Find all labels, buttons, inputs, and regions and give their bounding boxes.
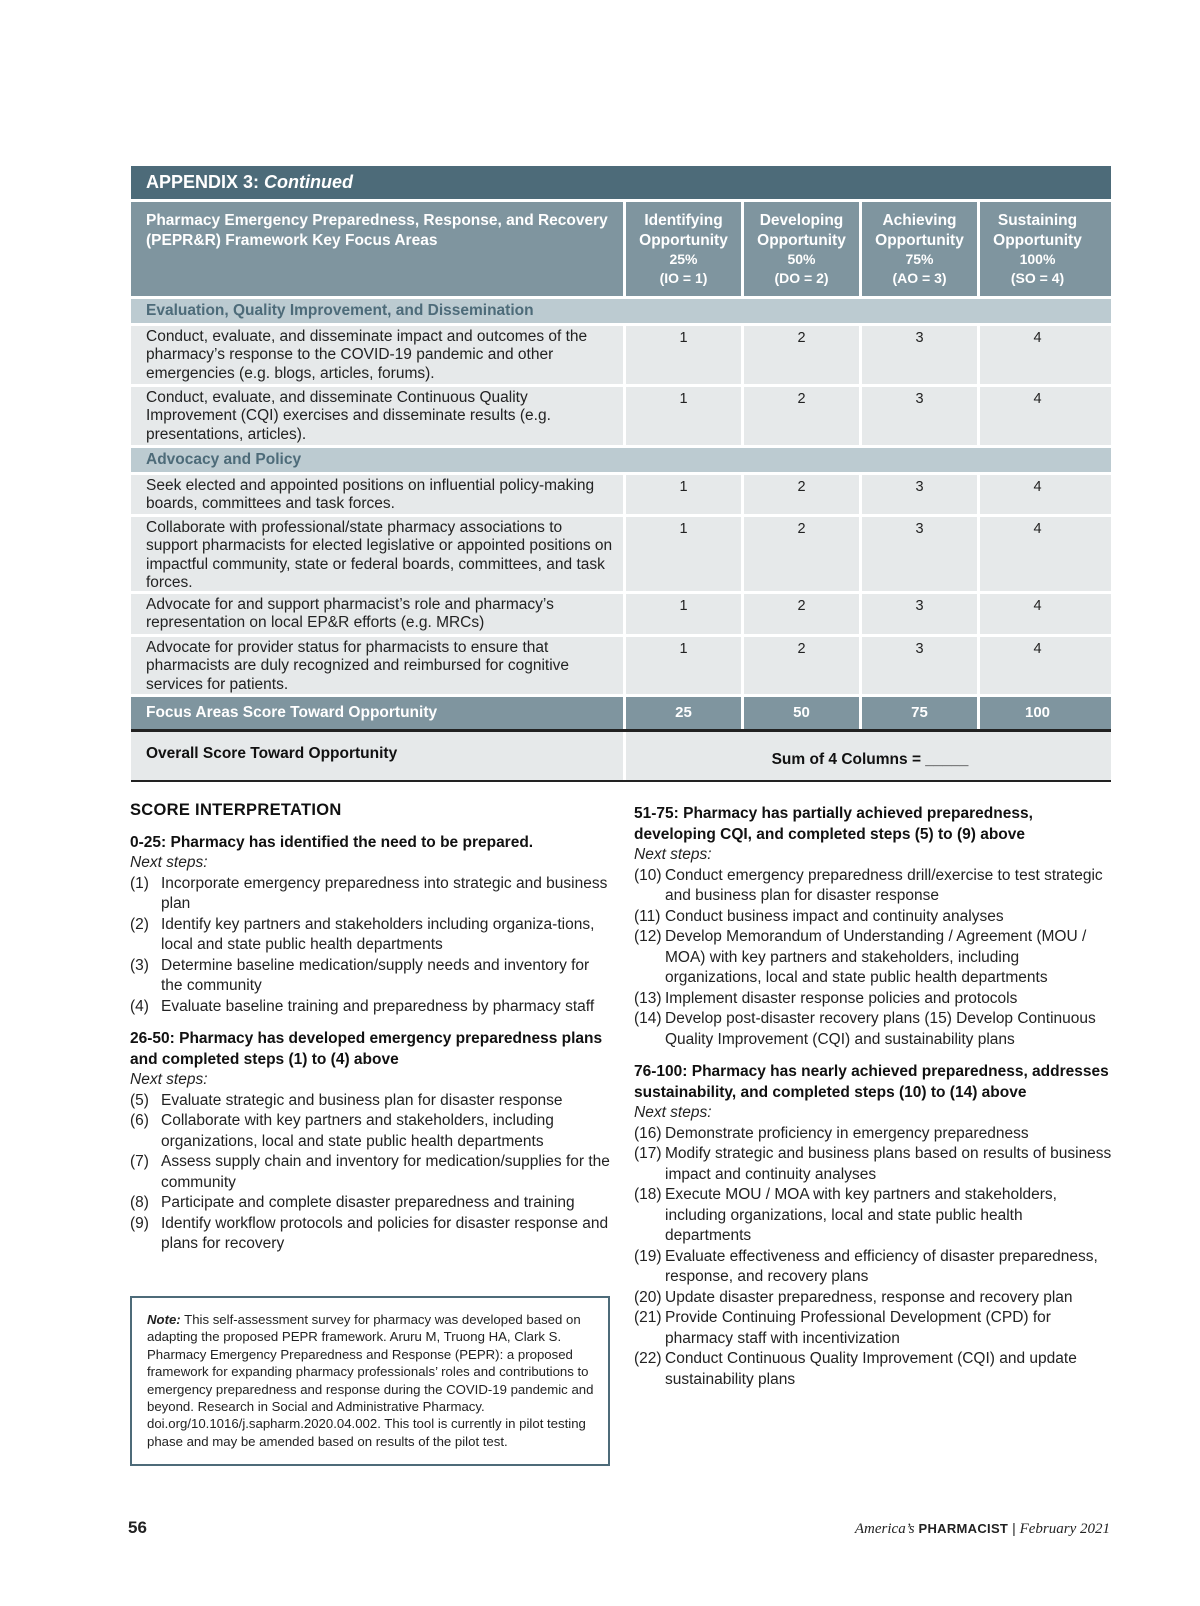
step-number: (17) — [634, 1145, 662, 1162]
list-item — [130, 956, 610, 997]
col-do-line1: Developing — [759, 212, 844, 229]
step-text: Demonstrate proficiency in emergency preparedness — [665, 1124, 1029, 1142]
list-item — [634, 1144, 1112, 1185]
row-text: Conduct, evaluate, and disseminate Continuous Quality Improvement (CQI) exercises and disseminate results (e.g. presentations, articles). — [146, 389, 551, 443]
score-cell: 2 — [741, 517, 859, 591]
score-cell: 3 — [859, 594, 977, 634]
row-text: Conduct, evaluate, and disseminate impact and outcomes of the pharmacy’s response to the COVID-19 pandemic and other emergencies (e.g. blogs, articles, forums). — [146, 328, 588, 382]
score-cell: 4 — [977, 517, 1095, 591]
col-io-code: (IO = 1) — [659, 270, 708, 286]
col-ao-code: (AO = 3) — [892, 270, 947, 286]
score-cell: 2 — [741, 594, 859, 634]
step-text: Assess supply chain and inventory for medication/supplies for the community — [161, 1153, 610, 1191]
list-item — [634, 1009, 1112, 1050]
score-cell: 1 — [623, 387, 741, 445]
column-header-ao — [859, 202, 977, 296]
step-text: Identify key partners and stakeholders including organiza-tions, local and state public health departments — [161, 915, 595, 953]
score-cell: 2 — [741, 637, 859, 694]
overall-label: Overall Score Toward Opportunity — [146, 745, 398, 762]
step-number: (10) — [634, 866, 662, 884]
list-item — [130, 915, 610, 956]
score-cell: 2 — [741, 475, 859, 514]
list-item — [634, 1308, 1112, 1349]
step-text: Evaluate strategic and business plan for disaster response — [161, 1091, 563, 1109]
step-number: (20) — [634, 1288, 662, 1306]
step-text: Develop post-disaster recovery plans (15) Develop Continuous Quality Improvement (CQI) and sustainability plans — [665, 1010, 1096, 1048]
appendix-continued: Continued — [264, 172, 354, 192]
col-so-line2: Opportunity — [993, 231, 1082, 249]
list-item — [130, 1214, 610, 1255]
list-item — [634, 989, 1112, 1010]
step-text: Implement disaster response policies and protocols — [665, 989, 1018, 1007]
total-value: 50 — [741, 697, 859, 729]
step-text: Conduct business impact and continuity analyses — [665, 907, 1004, 925]
section-title: Advocacy and Policy — [146, 451, 302, 468]
score-left-column — [130, 800, 610, 1255]
list-item — [634, 1288, 1112, 1309]
step-text: Evaluate baseline training and preparedness by pharmacy staff — [161, 997, 595, 1015]
step-text: Identify workflow protocols and policies for disaster response and plans for recovery — [161, 1214, 609, 1252]
score-cell: 3 — [859, 387, 977, 445]
col-io-line1: Identifying — [644, 212, 723, 229]
tier-heading: 51-75: Pharmacy has partially achieved preparedness, developing CQI, and completed steps (5) to (9) above — [634, 805, 1033, 843]
col-so-pct: 100% — [1019, 251, 1056, 267]
note-label: Note: — [147, 1312, 181, 1327]
total-value: 100 — [977, 697, 1095, 729]
appendix-banner — [131, 166, 1111, 199]
step-number: (4) — [130, 997, 149, 1015]
step-number: (12) — [634, 928, 662, 945]
col-so-code: (SO = 4) — [1010, 270, 1065, 286]
step-number: (21) — [634, 1309, 662, 1326]
table-row — [131, 591, 1111, 634]
score-right-column — [634, 804, 1112, 1390]
col-io-pct: 25% — [669, 251, 698, 267]
step-number: (22) — [634, 1350, 662, 1367]
step-number: (18) — [634, 1186, 662, 1203]
list-item — [634, 1247, 1112, 1288]
score-cell: 4 — [977, 387, 1095, 445]
step-text: Determine baseline medication/supply needs and inventory for the community — [161, 956, 590, 994]
col-do-pct: 50% — [787, 251, 816, 267]
score-cell: 1 — [623, 326, 741, 384]
col-io-line2: Opportunity — [639, 231, 728, 249]
step-number: (5) — [130, 1091, 149, 1109]
column-header-do — [741, 202, 859, 296]
overall-sum: Sum of 4 Columns = _____ — [623, 732, 1114, 780]
score-cell: 4 — [977, 594, 1095, 634]
step-text: Conduct Continuous Quality Improvement (CQI) and update sustainability plans — [665, 1350, 1077, 1388]
step-number: (11) — [634, 907, 661, 925]
step-number: (13) — [634, 989, 662, 1007]
table-row — [131, 634, 1111, 694]
magazine-prefix: America’s — [854, 1521, 915, 1537]
section-header — [131, 445, 1111, 472]
section-title: Evaluation, Quality Improvement, and Dissemination — [146, 302, 534, 319]
step-text: Update disaster preparedness, response and recovery plan — [665, 1288, 1073, 1306]
step-text: Incorporate emergency preparedness into strategic and business plan — [161, 874, 608, 912]
col-so-line1: Sustaining — [997, 212, 1078, 229]
step-number: (19) — [634, 1247, 662, 1265]
col-ao-line2: Opportunity — [875, 231, 964, 249]
list-item — [634, 1349, 1112, 1390]
score-cell: 4 — [977, 637, 1095, 694]
next-steps-label: Next steps: — [634, 846, 712, 863]
table-header-row — [131, 199, 1111, 296]
table-row — [131, 514, 1111, 591]
total-value: 75 — [859, 697, 977, 729]
list-item — [634, 1124, 1112, 1145]
magazine-footer — [855, 1520, 1110, 1538]
col-ao-line1: Achieving — [882, 212, 957, 229]
row-text: Advocate for and support pharmacist’s role and pharmacy’s representation on local EP&R efforts (e.g. MRCs) — [146, 596, 554, 632]
score-cell: 3 — [859, 326, 977, 384]
row-text: Collaborate with professional/state pharmacy associations to support pharmacists for elected legislative or appointed positions on impactful community, state or federal boards, committees, and task forces. — [146, 519, 613, 591]
step-number: (14) — [634, 1010, 662, 1027]
section-header — [131, 296, 1111, 323]
list-item — [130, 1111, 610, 1152]
row-text: Seek elected and appointed positions on influential policy-making boards, committees and task forces. — [146, 477, 595, 513]
score-cell: 1 — [623, 637, 741, 694]
score-cell: 1 — [623, 475, 741, 514]
next-steps-label: Next steps: — [130, 854, 208, 871]
table-row — [131, 384, 1111, 445]
totals-label: Focus Areas Score Toward Opportunity — [146, 704, 438, 721]
step-number: (7) — [130, 1153, 149, 1170]
col-do-code: (DO = 2) — [774, 270, 829, 286]
list-item — [634, 866, 1112, 907]
score-cell: 3 — [859, 475, 977, 514]
step-number: (6) — [130, 1112, 149, 1129]
step-text: Evaluate effectiveness and efficiency of disaster preparedness, response, and recovery plans — [665, 1247, 1098, 1285]
step-text: Participate and complete disaster preparedness and training — [161, 1194, 575, 1211]
note-text: This self-assessment survey for pharmacy was developed based on adapting the proposed PEPR framework. Aruru M, Truong HA, Clark S. Pharmacy Emergency Preparedness and Response (PEPR): a proposed framework for expanding pharmacy professionals’ roles and contributions to emergency preparedness and response during the COVID-19 pandemic and beyond. Research in Social and Administrative Pharmacy. doi.org/10.1016/j.sapharm.2020.04.002. This tool is currently in pilot testing phase and may be amended based on results of the pilot test. — [147, 1312, 594, 1449]
step-text: Provide Continuing Professional Development (CPD) for pharmacy staff with incentivization — [665, 1309, 1051, 1347]
step-number: (3) — [130, 956, 149, 974]
score-cell: 3 — [859, 517, 977, 591]
list-item — [130, 1193, 610, 1214]
score-cell: 1 — [623, 594, 741, 634]
score-title: SCORE INTERPRETATION — [130, 801, 342, 819]
score-cell: 2 — [741, 326, 859, 384]
score-cell: 2 — [741, 387, 859, 445]
list-item — [130, 1152, 610, 1193]
totals-row — [131, 694, 1111, 732]
page-number: 56 — [128, 1518, 147, 1537]
list-item — [634, 927, 1112, 989]
tier-heading: 26-50: Pharmacy has developed emergency preparedness plans and completed steps (1) to (4) above — [130, 1030, 603, 1068]
magazine-brand: PHARMACIST — [918, 1521, 1009, 1536]
score-cell: 4 — [977, 475, 1095, 514]
score-cell: 4 — [977, 326, 1095, 384]
step-text: Collaborate with key partners and stakeholders, including organizations, local and state public health departments — [161, 1112, 554, 1150]
column-header-io — [623, 202, 741, 296]
tier-heading: 76-100: Pharmacy has nearly achieved preparedness, addresses sustainability, and completed steps (10) to (14) above — [634, 1063, 1109, 1101]
tier-heading: 0-25: Pharmacy has identified the need to be prepared. — [130, 833, 534, 851]
next-steps-label: Next steps: — [130, 1071, 208, 1088]
next-steps-label: Next steps: — [634, 1104, 712, 1121]
list-item — [130, 1091, 610, 1112]
step-text: Develop Memorandum of Understanding / Agreement (MOU / MOA) with key partners and stakeholders, including organizations, local and state public health departments — [665, 928, 1087, 986]
step-number: (16) — [634, 1124, 662, 1142]
column-header-so — [977, 202, 1095, 296]
table-row — [131, 472, 1111, 514]
col-do-line2: Opportunity — [757, 231, 846, 249]
issue-date: February 2021 — [1019, 1521, 1110, 1537]
step-number: (9) — [130, 1214, 149, 1232]
note-box — [130, 1296, 610, 1466]
score-cell: 1 — [623, 517, 741, 591]
table-row — [131, 323, 1111, 384]
footer-separator: | — [1012, 1520, 1016, 1536]
list-item — [634, 1185, 1112, 1247]
row-text: Advocate for provider status for pharmacists to ensure that pharmacists are duly recognized and reimbursed for cognitive services for patients. — [146, 639, 570, 693]
list-item — [634, 907, 1112, 928]
step-number: (2) — [130, 915, 149, 933]
list-item — [130, 997, 610, 1018]
appendix-table — [131, 166, 1111, 782]
appendix-label: APPENDIX 3: — [146, 172, 260, 192]
total-value: 25 — [623, 697, 741, 729]
step-number: (1) — [130, 874, 149, 892]
list-item — [130, 874, 610, 915]
step-text: Modify strategic and business plans based on results of business impact and continuity analyses — [665, 1145, 1112, 1183]
col-ao-pct: 75% — [905, 251, 934, 267]
score-cell: 3 — [859, 637, 977, 694]
overall-row — [131, 732, 1111, 782]
step-text: Execute MOU / MOA with key partners and stakeholders, including organizations, local and state public health departments — [665, 1186, 1057, 1244]
step-text: Conduct emergency preparedness drill/exercise to test strategic and business plan for disaster response — [665, 866, 1103, 904]
focus-header: Pharmacy Emergency Preparedness, Response, and Recovery (PEPR&R) Framework Key Focus Areas — [146, 212, 608, 249]
step-number: (8) — [130, 1194, 149, 1211]
